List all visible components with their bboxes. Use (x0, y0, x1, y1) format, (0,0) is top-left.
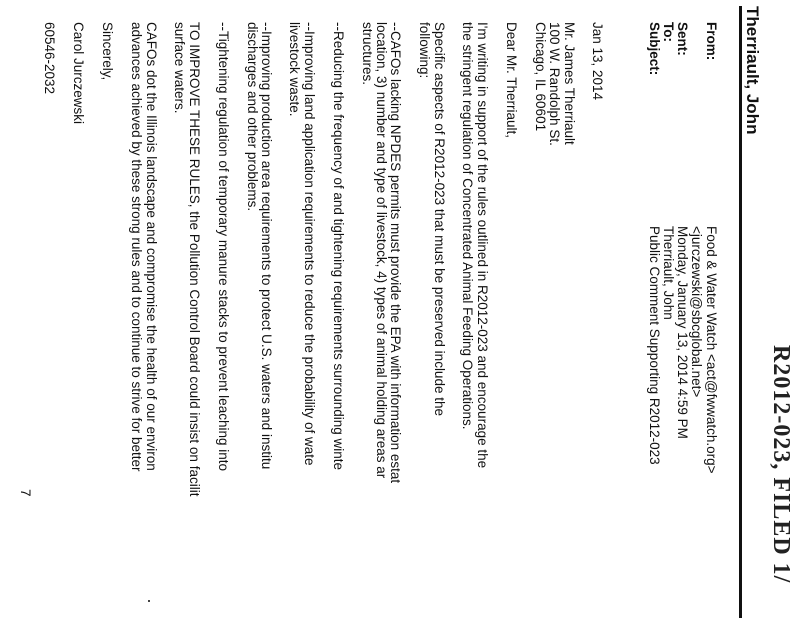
bullet-line: structures. (360, 22, 375, 86)
zip-line: 60546-2032 (42, 22, 57, 95)
paragraph-line: surface waters. (172, 22, 187, 114)
from-label: From: (704, 22, 719, 61)
to-value: Therriault, John (661, 226, 676, 320)
paragraph-line: I'm writing in support of the rules outlined in R2012-023 and encourage the (475, 22, 490, 469)
bullet-line: --Improving production area requirements to protect U.S. waters and institu (259, 22, 274, 470)
bullet-line: discharges and other problems. (245, 22, 260, 212)
address-line: 100 W. Randolph St. (547, 22, 562, 146)
paragraph-line: advances achieved by these strong rules and to continue to strive for better (129, 22, 144, 472)
from-value-email: <jurczewski@sbcglobal.net> (689, 226, 704, 398)
bullet-line: livestock waste. (287, 22, 302, 117)
bullet-line: --Reducing the frequency of and tightening requirements surrounding winte (331, 22, 346, 471)
scan-speck (148, 600, 150, 602)
header-rule (739, 6, 742, 618)
bullet-line: location, 3) number and type of livestock, 4) types of animal holding areas ar (374, 22, 389, 479)
paragraph-line: Specific aspects of R2012-023 that must be preserved include the (432, 22, 447, 416)
closing: Sincerely, (100, 22, 115, 81)
salutation: Dear Mr. Therriault, (504, 22, 519, 139)
address-line: Mr. James Therriault (562, 22, 577, 145)
subject-value: Public Comment Supporting R2012-023 (647, 226, 662, 465)
sent-label: Sent: (675, 22, 690, 56)
sender-name: Therriault, John (743, 6, 762, 135)
paragraph-line: the stringent regulation of Concentrated Animal Feeding Operations. (460, 22, 475, 430)
sent-value: Monday, January 13, 2014 4:59 PM (675, 226, 690, 439)
subject-label: Subject: (647, 22, 662, 76)
paragraph-line: TO IMPROVE THESE RULES, the Pollution Control Board could insist on facilit (187, 22, 202, 497)
paragraph-line: following: (417, 22, 432, 79)
filing-stamp: R2012-023, FILED 1/ (768, 345, 794, 584)
address-line: Chicago, IL 60601 (533, 22, 548, 132)
page-number: 7 (18, 489, 33, 497)
paragraph-line: CAFOs dot the Illinois landscape and compromise the health of our environ (144, 22, 159, 471)
to-label: To: (661, 22, 676, 42)
letter-date: Jan 13, 2014 (590, 22, 605, 101)
bullet-line: --Improving land application requirements to reduce the probability of wate (302, 22, 317, 466)
bullet-line: --CAFOs lacking NPDES permits must provide the EPA with information estat (388, 22, 403, 484)
from-value: Food & Water Watch <act@fwwatch.org> (704, 226, 719, 474)
bullet-line: --Tightening regulation of temporary manure stacks to prevent leaching into (216, 22, 231, 471)
signature-name: Carol Jurczewski (71, 22, 86, 125)
